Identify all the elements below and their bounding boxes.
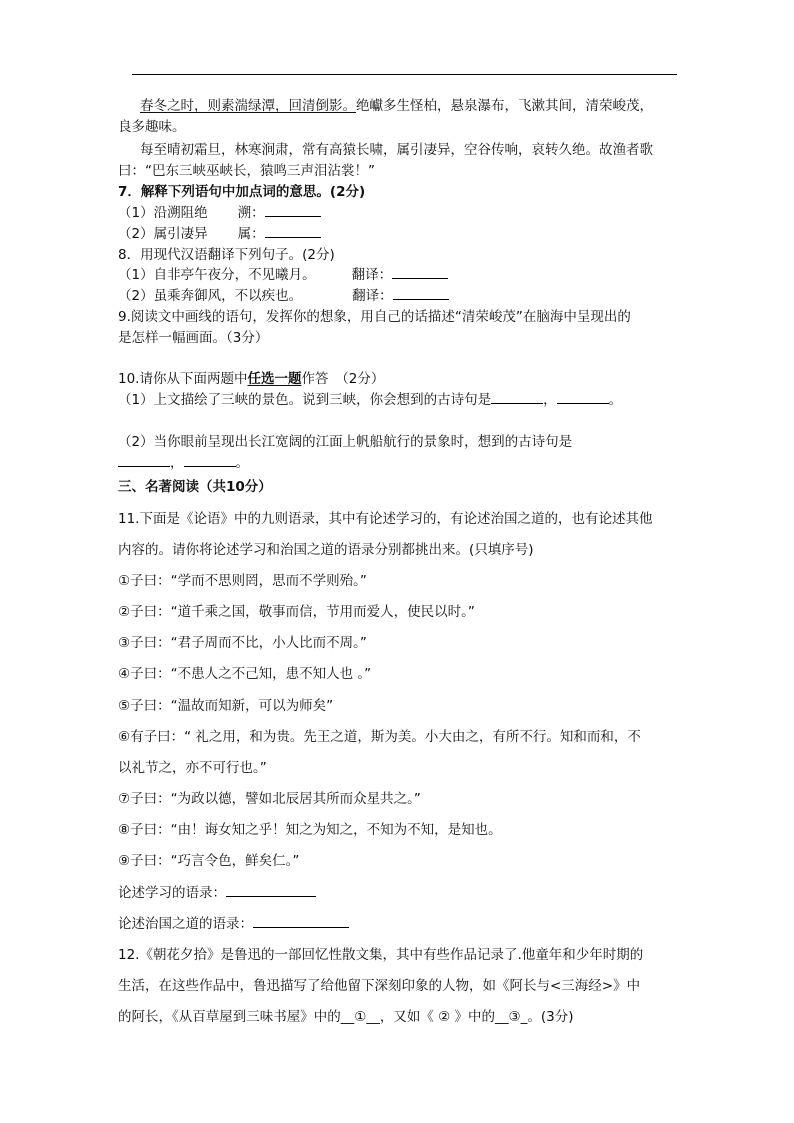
q8-item-2: （2）虽乘奔御风，不以疾也。 翻译： bbox=[118, 287, 449, 305]
answer-blank[interactable] bbox=[184, 454, 236, 467]
quote-item-cont: 以礼节之，亦不可行也。” bbox=[118, 760, 267, 776]
answer-blank[interactable] bbox=[491, 391, 543, 404]
answer-blank[interactable] bbox=[226, 884, 316, 897]
quote-item: ④子曰：“不患人之不己知，患不知人也 。” bbox=[118, 666, 372, 682]
q8-title: 8．用现代汉语翻译下列句子。(2分) bbox=[118, 247, 335, 263]
quote-item: ⑤子曰：“温故而知新，可以为师矣” bbox=[118, 698, 334, 714]
quote-item: ⑦子曰：“为政以德，譬如北辰居其所而众星共之。” bbox=[118, 791, 421, 807]
quote-item: ⑥有子曰：“ 礼之用，和为贵。先王之道，斯为美。小大由之，有所不行。知和而和，不 bbox=[118, 729, 641, 745]
q10-item-2-blanks: ， 。 bbox=[118, 454, 249, 472]
quote-item: ⑧子曰：“由！诲女知之乎！知之为知之，不知为不知，是知也。 bbox=[118, 822, 502, 838]
passage-line: 春冬之时，则素湍绿潭，回清倒影。绝巘多生怪柏，悬泉瀑布，飞漱其间，清荣峻茂， bbox=[140, 98, 653, 114]
q8-item-1: （1）自非亭午夜分，不见曦月。 翻译： bbox=[118, 266, 448, 284]
quote-item: ⑨子曰：“巧言令色，鲜矣仁。” bbox=[118, 853, 300, 869]
q9-line: 是怎样一幅画面。（3分） bbox=[118, 330, 269, 346]
q12-line: 生活，在这些作品中，鲁迅描写了给他留下深刻印象的人物，如《阿长与<三海经>》中 bbox=[118, 978, 641, 994]
answer-blank[interactable] bbox=[392, 266, 448, 279]
answer-blank[interactable]: __①__ bbox=[340, 1009, 380, 1025]
answer-blank[interactable] bbox=[253, 915, 349, 928]
q11-answer-study: 论述学习的语录： bbox=[118, 884, 316, 902]
q11-intro: 11.下面是《论语》中的九则语录，其中有论述学习的，有论述治国之道的，也有论述其他 bbox=[118, 511, 653, 527]
q7-item-2: （2）属引凄异 属： bbox=[118, 225, 321, 243]
answer-blank[interactable] bbox=[265, 225, 321, 238]
answer-blank[interactable]: __③_ bbox=[495, 1009, 528, 1025]
q10-title: 10.请你从下面两题中任选一题作答 （2分） bbox=[118, 371, 385, 387]
q9-line: 9.阅读文中画线的语句，发挥你的想象，用自己的话描述“清荣峻茂”在脑海中呈现出的 bbox=[118, 309, 631, 325]
answer-blank[interactable] bbox=[393, 287, 449, 300]
passage-line: 曰：“巴东三峡巫峡长，猿鸣三声泪沾裳！” bbox=[118, 163, 375, 179]
underlined-sentence: 春冬之时，则素湍绿潭，回清倒影。 bbox=[140, 98, 356, 114]
quote-item: ②子曰：“道千乘之国，敬事而信，节用而爱人，使民以时。” bbox=[118, 604, 475, 620]
q11-answer-governance: 论述治国之道的语录： bbox=[118, 915, 349, 933]
quote-item: ①子曰：“学而不思则罔，思而不学则殆。” bbox=[118, 573, 367, 589]
section-heading: 三、名著阅读（共10分） bbox=[118, 479, 272, 495]
q11-intro: 内容的。请你将论述学习和治国之道的语录分别都挑出来。(只填序号) bbox=[118, 542, 534, 558]
q12-line: 12.《朝花夕拾》是鲁迅的一部回忆性散文集，其中有些作品记录了.他童年和少年时期的 bbox=[118, 947, 644, 963]
q7-item-1: （1）沿溯阻绝 溯： bbox=[118, 204, 321, 222]
q10-item-1: （1）上文描绘了三峡的景色。说到三峡，你会想到的古诗句是 ， 。 bbox=[118, 392, 623, 408]
answer-blank[interactable] bbox=[265, 204, 321, 217]
q10-item-2: （2）当你眼前呈现出长江宽阔的江面上帆船航行的景象时，想到的古诗句是 bbox=[118, 434, 573, 450]
answer-blank[interactable] bbox=[557, 391, 609, 404]
header-rule bbox=[132, 74, 677, 75]
quote-item: ③子曰：“君子周而不比，小人比而不周。” bbox=[118, 635, 367, 651]
passage-line: 每至晴初霜旦，林寒涧肃，常有高猿长啸，属引凄异，空谷传响，哀转久绝。故渔者歌 bbox=[140, 142, 653, 158]
q12-line: 的阿长，《从百草屋到三味书屋》中的__①__，又如《 ② 》中的__③_。(3分) bbox=[118, 1009, 574, 1025]
answer-blank[interactable] bbox=[118, 454, 170, 467]
q7-title: 7．解释下列语句中加点词的意思。(2分) bbox=[118, 184, 366, 200]
passage-line: 良多趣味。 bbox=[118, 119, 186, 135]
emphasis-choose-one: 任选一题 bbox=[247, 371, 302, 387]
